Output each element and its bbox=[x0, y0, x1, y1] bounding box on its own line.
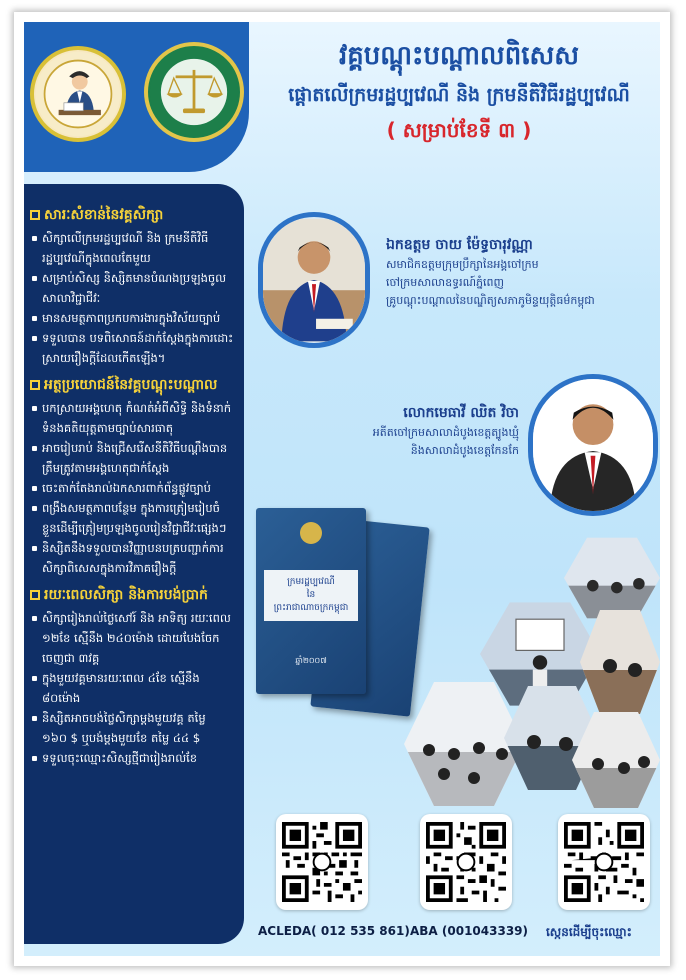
section-title-duration-payment bbox=[30, 584, 234, 606]
checkbox-icon bbox=[30, 590, 40, 600]
list-item: និស្សិតអាចបង់ថ្លៃសិក្សាម្តងមួយវគ្គ តម្លៃ ១៦០ $ ឬបង់ម្តងមួយខែ តម្លៃ ៤៤ $ bbox=[30, 708, 234, 748]
speaker-1-name: ឯកឧត្តម ចាយ ម៉ែទ្ធចារុវណ្ណា bbox=[386, 237, 533, 253]
list-item: ទទួលចុះឈ្មោះសិស្សថ្មីជារៀងរាល់ខែ bbox=[30, 748, 234, 768]
civil-code-book bbox=[256, 508, 366, 694]
list-item: ក្នុងមួយវគ្គមានរយៈពេល ៤ខែ ស្មើនឹង ៨០ម៉ោង bbox=[30, 668, 234, 708]
list-item: អាចរៀបរាប់ និងជ្រើសរើសនីតិវិធីបណ្តឹងបានត្រឹមត្រូវតាមអង្គហេតុជាក់ស្តែង bbox=[30, 438, 234, 478]
speaker-1-photo bbox=[258, 212, 370, 348]
speaker-2-info bbox=[274, 402, 519, 460]
classroom-photo bbox=[580, 610, 660, 714]
book-label-line: ព្រះរាជាណាចក្រកម្ពុជា bbox=[273, 603, 349, 613]
list-item: និស្សិតនឹងទទួលបានវិញ្ញាបនបត្របញ្ជាក់ការសិក្សាពិសេសក្នុងការវិភាគរឿងក្តី bbox=[30, 538, 234, 578]
aids-international-law-group-logo bbox=[144, 42, 244, 142]
speaker-portrait-icon bbox=[263, 217, 365, 343]
list-item: ចេះតាក់តែងរាល់ឯកសារពាក់ព័ន្ធផ្លូវច្បាប់ bbox=[30, 478, 234, 498]
qr-code-icon bbox=[564, 820, 644, 904]
royal-emblem-icon bbox=[300, 522, 322, 544]
duration-payment-list bbox=[30, 608, 234, 768]
speaker-1-info bbox=[386, 234, 656, 310]
speaker-1-role: ចៅក្រមសាលាឧទ្ធរណ៍ភ្នំពេញ bbox=[386, 276, 504, 289]
section-title-text: សារៈសំខាន់នៃវគ្គសិក្សា bbox=[44, 207, 164, 223]
aba-account-label: ABA (001043339) bbox=[410, 924, 529, 938]
acleda-qr-code[interactable] bbox=[276, 814, 368, 910]
section-title-benefits bbox=[30, 374, 234, 396]
checkbox-icon bbox=[30, 380, 40, 390]
acleda-account-label: ACLEDA( 012 535 861) bbox=[258, 924, 410, 938]
speaker-2-name: លោកមេធាវី ឈិត វិចា bbox=[403, 405, 519, 421]
month-note: ( សម្រាប់ខែទី ៣ ) bbox=[386, 118, 532, 142]
book-label-line: នៃ bbox=[306, 590, 316, 600]
section-title-importance bbox=[30, 204, 234, 226]
classroom-photo bbox=[564, 536, 660, 620]
speaker-2-photo bbox=[528, 374, 658, 516]
info-panel bbox=[24, 184, 244, 944]
poster bbox=[24, 22, 660, 956]
book-label-line: ក្រមរដ្ឋប្បវេណី bbox=[287, 577, 335, 587]
scan-to-register-label: ស្កេនដើម្បីចុះឈ្មោះ bbox=[546, 925, 632, 939]
section-title-text: អត្ថប្រយោជន៍នៃវគ្គបណ្តុះបណ្តាល bbox=[44, 377, 218, 393]
checkbox-icon bbox=[30, 210, 40, 220]
aba-qr-code[interactable] bbox=[420, 814, 512, 910]
drafting-legal-solution-logo bbox=[30, 46, 126, 142]
speaker-2-role: និងសាលាដំបូងខេត្តកែនកែ bbox=[410, 444, 519, 457]
list-item: សម្រាប់សិស្ស និស្សិតមានបំណងប្រឡងចូលសាលាវិជ្ជាជីវៈ bbox=[30, 268, 234, 308]
qr-code-icon bbox=[282, 820, 362, 904]
qr-code-icon bbox=[426, 820, 506, 904]
benefits-list bbox=[30, 398, 234, 578]
classroom-photo bbox=[404, 682, 524, 806]
classroom-icon bbox=[564, 536, 660, 620]
list-item: សិក្សារៀងរាល់ថ្ងៃសៅរ៍ និង អាទិត្យ រយៈពេល ១២ខែ ស្មើនឹង ២៤០ម៉ោង ដោយបែងចែកចេញជា ៣វគ្គ bbox=[30, 608, 234, 668]
page-subtitle: ផ្តោតលើក្រមរដ្ឋប្បវេណី និង ក្រមនីតិវិធីរដ្ឋប្បវេណី bbox=[288, 84, 630, 106]
book-label bbox=[264, 570, 358, 621]
speaker-1-role: គ្រូបណ្តុះបណ្តាលនៃបណ្ឌិត្យសភាភូមិន្ទយុត្តិធម៌កម្ពុជា bbox=[386, 294, 595, 307]
speaker-portrait-icon bbox=[533, 379, 653, 511]
speaker-2-role: អតីតចៅក្រមសាលាដំបូងខេត្តត្បូងឃ្មុំ bbox=[372, 426, 519, 439]
list-item: សិក្សាលើក្រមរដ្ឋប្បវេណី និង ក្រមនីតិវិធីរដ្ឋប្បវេណីក្នុងពេលតែមួយ bbox=[30, 228, 234, 268]
header bbox=[264, 38, 654, 144]
list-item: ពង្រឹងសមត្ថភាពបន្ថែម ក្នុងការត្រៀមរៀបចំខ្លួនដើម្បីត្រៀមប្រឡងចូលរៀនវិជ្ជាជីវៈផ្សេងៗ bbox=[30, 498, 234, 538]
list-item: មានសមត្ថភាពប្រកបការងារក្នុងវិស័យច្បាប់ bbox=[30, 308, 234, 328]
importance-list bbox=[30, 228, 234, 368]
lawyer-at-desk-icon bbox=[34, 50, 122, 138]
list-item: បកស្រាយអង្គហេតុ កំណត់អំពីសិទ្ធិ និងទំនាក់ទំនងគតិយុត្តតាមច្បាប់សារធាតុ bbox=[30, 398, 234, 438]
registration-qr-code[interactable] bbox=[558, 814, 650, 910]
scales-of-justice-icon bbox=[148, 46, 240, 138]
section-title-text: រយៈពេលសិក្សា និងការបង់ប្រាក់ bbox=[44, 587, 208, 603]
classroom-icon bbox=[404, 682, 524, 806]
list-item: ទទួលបាន បទពិសោធន៍ដាក់ស្តែងក្នុងការដោះស្រាយរឿងក្តីដែលកើតឡើង។ bbox=[30, 328, 234, 368]
book-year: ឆ្នាំ២០០៧ bbox=[295, 656, 327, 665]
page-title: វគ្គបណ្តុះបណ្តាលពិសេស bbox=[339, 41, 579, 71]
speaker-1-role: សមាជិកឧត្តមក្រុមប្រឹក្សានៃអង្គចៅក្រម bbox=[386, 258, 539, 271]
classroom-icon bbox=[580, 610, 660, 714]
